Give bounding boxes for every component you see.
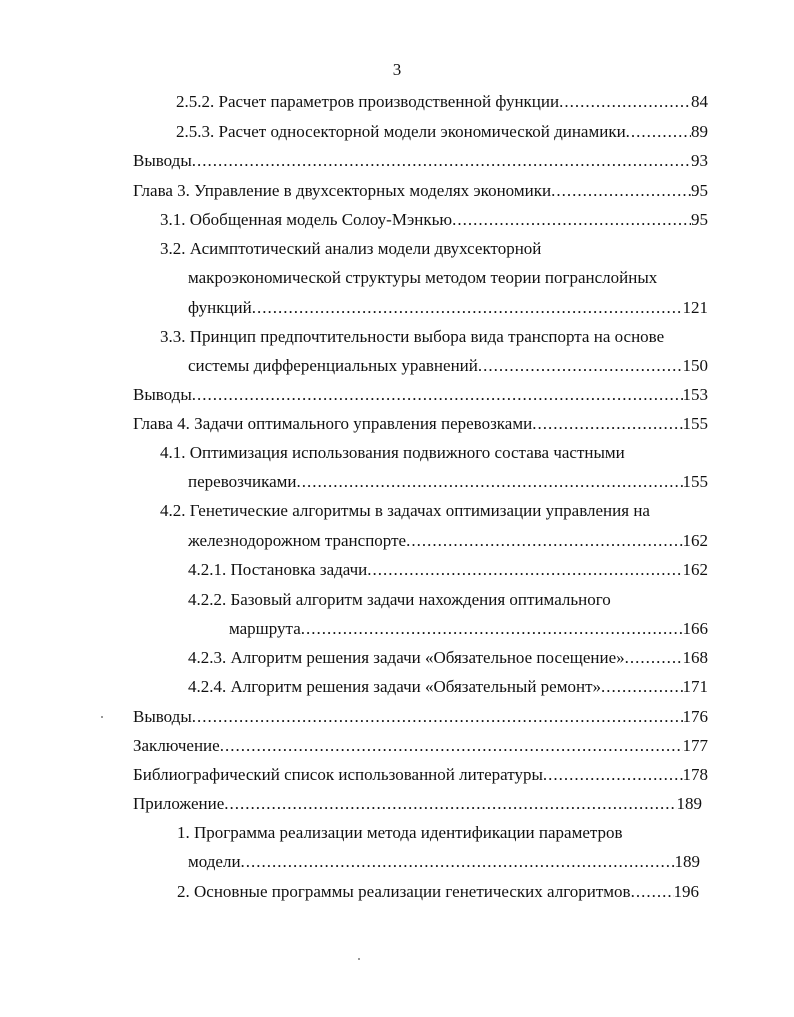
toc-entry-text: Выводы: [133, 385, 192, 404]
toc-entry-text: системы дифференциальных уравнений: [188, 356, 478, 375]
toc-entry: [133, 180, 708, 202]
toc-entry-page: 171: [682, 677, 708, 696]
toc-entry-page: 177: [682, 736, 708, 755]
leader-dots: [297, 471, 683, 493]
leader-dots: [631, 881, 674, 903]
toc-entry: [188, 851, 700, 873]
toc-entry: [133, 384, 708, 406]
toc-entry: [229, 618, 708, 640]
toc-entry-page: 84: [691, 92, 708, 111]
toc-entry: [188, 676, 708, 698]
toc-entry-page: 162: [682, 531, 708, 550]
leader-dots: [406, 530, 682, 552]
toc-entry-text: Приложение: [133, 794, 225, 813]
toc-entry-page: 162: [682, 560, 708, 579]
leader-dots: [601, 676, 682, 698]
leader-dots: [626, 121, 691, 143]
leader-dots: [241, 851, 675, 873]
toc-entry-text: 4.2. Генетические алгоритмы в задачах оптимизации управления на: [160, 501, 650, 520]
toc-entry-text: 3.3. Принцип предпочтительности выбора вида транспорта на основе: [160, 327, 665, 346]
toc-entry-text: 1. Программа реализации метода идентификации параметров: [177, 823, 623, 842]
toc-entry-page: 189: [676, 794, 702, 813]
toc-entry-text: Глава 4. Задачи оптимального управления перевозками: [133, 414, 533, 433]
toc-entry-page: 121: [682, 298, 708, 317]
toc-entry-text: макроэкономической структуры методом теории погранслойных: [188, 268, 658, 287]
leader-dots: [224, 793, 676, 815]
toc-entry: [133, 706, 708, 728]
toc-entry-page: 153: [682, 385, 708, 404]
toc-entry-text: Библиографический список использованной литературы: [133, 765, 543, 784]
leader-dots: [532, 413, 682, 435]
toc-entry-text: 3.1. Обобщенная модель Солоу-Мэнкью: [160, 210, 453, 229]
leader-dots: [192, 706, 683, 728]
toc-entry: [160, 209, 708, 231]
toc-entry-text: Заключение: [133, 736, 220, 755]
scan-speck: [358, 958, 360, 960]
toc-entry-page: 166: [682, 619, 708, 638]
toc-entry-text: 3.2. Асимптотический анализ модели двухсекторной: [160, 239, 542, 258]
leader-dots: [478, 355, 683, 377]
toc-entry-page: 89: [691, 122, 708, 141]
toc-entry: [176, 121, 708, 143]
leader-dots: [543, 764, 683, 786]
toc-entry-text: 4.2.4. Алгоритм решения задачи «Обязательный ремонт»: [188, 677, 602, 696]
toc-entry-text: 4.2.3. Алгоритм решения задачи «Обязательное посещение»: [188, 648, 625, 667]
toc-entry-text: маршрута: [229, 619, 301, 638]
toc-entry-page: 95: [691, 181, 708, 200]
leader-dots: [367, 559, 682, 581]
toc-entry: [188, 530, 708, 552]
toc-entry-text: Выводы: [133, 151, 192, 170]
toc-entry-text: функций: [188, 298, 252, 317]
leader-dots: [625, 647, 683, 669]
page-number: 3: [392, 60, 402, 79]
toc-entry: [188, 589, 708, 611]
toc-entry-page: 155: [682, 472, 708, 491]
leader-dots: [252, 297, 683, 319]
toc-entry-text: 2.5.2. Расчет параметров производственной функции: [176, 92, 560, 111]
toc-entry-text: 2.5.3. Расчет односекторной модели экономической динамики: [176, 122, 626, 141]
toc-entry-text: 2. Основные программы реализации генетических алгоритмов: [177, 882, 631, 901]
leader-dots: [559, 91, 691, 113]
toc-entry: [188, 355, 708, 377]
toc-entry-page: 189: [674, 852, 700, 871]
toc-entry: [188, 297, 708, 319]
toc-entry: [133, 764, 708, 786]
leader-dots: [220, 735, 683, 757]
toc-entry-text: Глава 3. Управление в двухсекторных моделях экономики: [133, 181, 552, 200]
toc-entry: [188, 559, 708, 581]
scan-speck: [101, 716, 103, 718]
toc-entry: [133, 793, 702, 815]
toc-entry-text: перевозчиками: [188, 472, 297, 491]
toc-entry-text: Выводы: [133, 707, 192, 726]
toc-entry: [188, 647, 708, 669]
toc-entry-page: 168: [682, 648, 708, 667]
toc-entry: [177, 822, 702, 844]
toc-entry-page: 178: [682, 765, 708, 784]
leader-dots: [192, 384, 683, 406]
leader-dots: [452, 209, 691, 231]
toc-entry: [160, 326, 708, 348]
leader-dots: [551, 180, 691, 202]
toc-entry-page: 93: [691, 151, 708, 170]
toc-entry-page: 155: [682, 414, 708, 433]
toc-entry-page: 176: [682, 707, 708, 726]
leader-dots: [301, 618, 683, 640]
toc-entry: [177, 881, 699, 903]
toc-entry-page: 150: [682, 356, 708, 375]
toc-entry: [160, 238, 708, 260]
toc-entry-text: 4.2.1. Постановка задачи: [188, 560, 368, 579]
toc-entry-page: 196: [673, 882, 699, 901]
toc-entry: [133, 413, 708, 435]
toc-entry: [188, 267, 708, 289]
toc-entry-text: железнодорожном транспорте: [188, 531, 407, 550]
toc-entry: [176, 91, 708, 113]
toc-entry-text: 4.2.2. Базовый алгоритм задачи нахождения оптимального: [188, 590, 611, 609]
toc-entry-page: 95: [691, 210, 708, 229]
leader-dots: [192, 150, 691, 172]
toc-entry: [133, 150, 708, 172]
toc-entry: [188, 471, 708, 493]
toc-entry: [133, 735, 708, 757]
toc-entry-text: 4.1. Оптимизация использования подвижного состава частными: [160, 443, 625, 462]
toc-entry-text: модели: [188, 852, 241, 871]
toc-entry: [160, 500, 708, 522]
toc-entry: [160, 442, 708, 464]
